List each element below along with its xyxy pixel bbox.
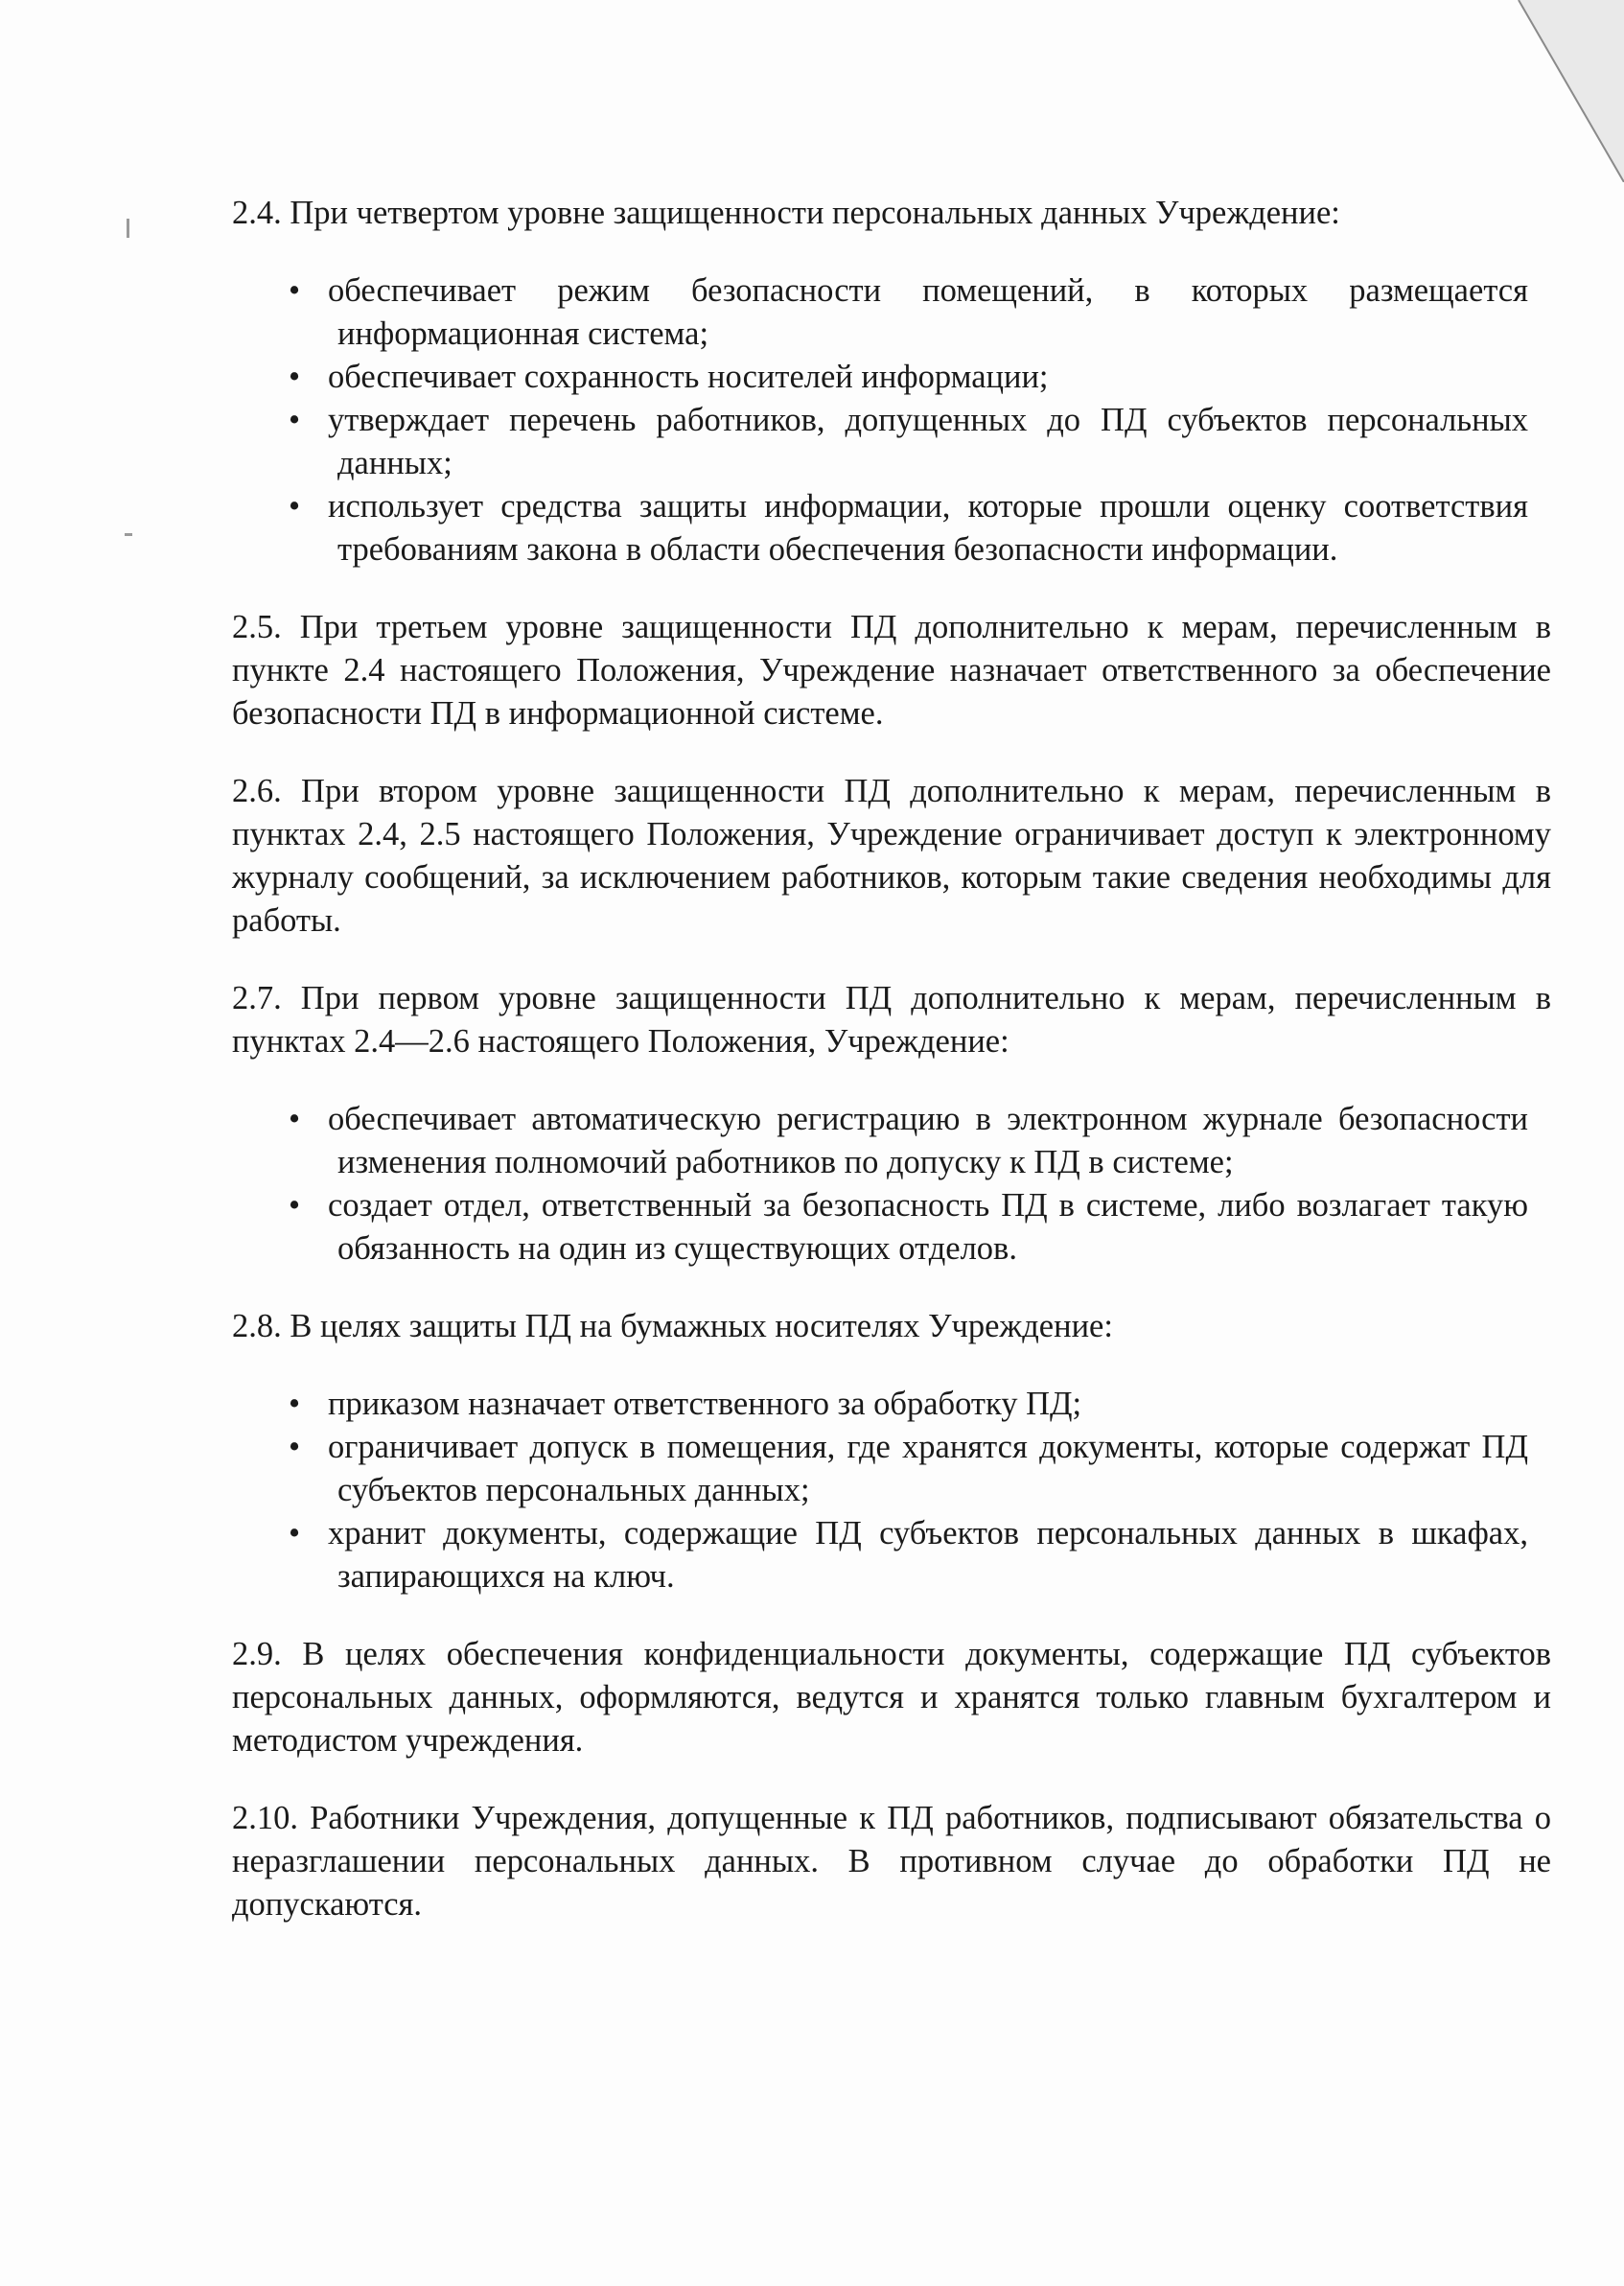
bullet-icon: •	[289, 1187, 301, 1224]
bullet-icon: •	[289, 1429, 301, 1465]
section-2-4-list	[232, 269, 1551, 572]
list-item: • хранит документы, содержащие ПД субъектов персональных данных в шкафах, запирающихся на ключ.	[285, 1512, 1551, 1598]
section-2-6-paragraph: 2.6. При втором уровне защищенности ПД дополнительно к мерам, перечисленным в пунктах 2.4, 2.5 настоящего Положения, Учреждение ограничивает доступ к электронному журналу сообщений, за исключением работников, которым такие сведения необходимы для работы.	[232, 773, 1551, 939]
bullet-icon: •	[289, 272, 301, 309]
bullet-icon: •	[289, 488, 301, 525]
bullet-icon: •	[289, 1101, 301, 1137]
section-2-10-paragraph: 2.10. Работники Учреждения, допущенные к ПД работников, подписывают обязательства о неразглашении персональных данных. В противном случае до обработки ПД не допускаются.	[232, 1800, 1551, 1923]
section-2-9-paragraph: 2.9. В целях обеспечения конфиденциальности документы, содержащие ПД субъектов персональных данных, оформляются, ведутся и хранятся только главным бухгалтером и методистом учреждения.	[232, 1636, 1551, 1759]
section-2-7-list	[232, 1098, 1551, 1271]
list-item: • обеспечивает сохранность носителей информации;	[285, 356, 1551, 399]
section-2-8-list	[232, 1383, 1551, 1598]
bullet-icon: •	[289, 359, 301, 395]
list-item: • приказом назначает ответственного за обработку ПД;	[285, 1383, 1551, 1426]
section-2-5-paragraph: 2.5. При третьем уровне защищенности ПД дополнительно к мерам, перечисленным в пункте 2.4 настоящего Положения, Учреждение назначает ответственного за обеспечение безопасности ПД в информационной системе.	[232, 609, 1551, 732]
list-item: • обеспечивает автоматическую регистрацию в электронном журнале безопасности изменения полномочий работников по допуску к ПД в системе;	[285, 1098, 1551, 1184]
list-item: • ограничивает допуск в помещения, где хранятся документы, которые содержат ПД субъектов персональных данных;	[285, 1426, 1551, 1512]
list-item: • использует средства защиты информации, которые прошли оценку соответствия требованиям закона в области обеспечения безопасности информации.	[285, 485, 1551, 572]
section-2-8-heading: 2.8. В целях защиты ПД на бумажных носителях Учреждение:	[232, 1308, 1113, 1344]
list-item: • утверждает перечень работников, допущенных до ПД субъектов персональных данных;	[285, 399, 1551, 485]
bullet-icon: •	[289, 1515, 301, 1551]
section-2-7-paragraph: 2.7. При первом уровне защищенности ПД дополнительно к мерам, перечисленным в пунктах 2.4—2.6 настоящего Положения, Учреждение:	[232, 980, 1551, 1060]
folded-corner	[1480, 0, 1624, 182]
list-item: • обеспечивает режим безопасности помещений, в которых размещается информационная система;	[285, 269, 1551, 356]
margin-mark	[125, 533, 132, 536]
bullet-icon: •	[289, 1386, 301, 1422]
margin-mark	[127, 219, 129, 238]
list-item: • создает отдел, ответственный за безопасность ПД в системе, либо возлагает такую обязанность на один из существующих отделов.	[285, 1184, 1551, 1271]
bullet-icon: •	[289, 402, 301, 438]
document-body	[232, 192, 1551, 1926]
section-2-4-heading: 2.4. При четвертом уровне защищенности персональных данных Учреждение:	[232, 195, 1340, 231]
